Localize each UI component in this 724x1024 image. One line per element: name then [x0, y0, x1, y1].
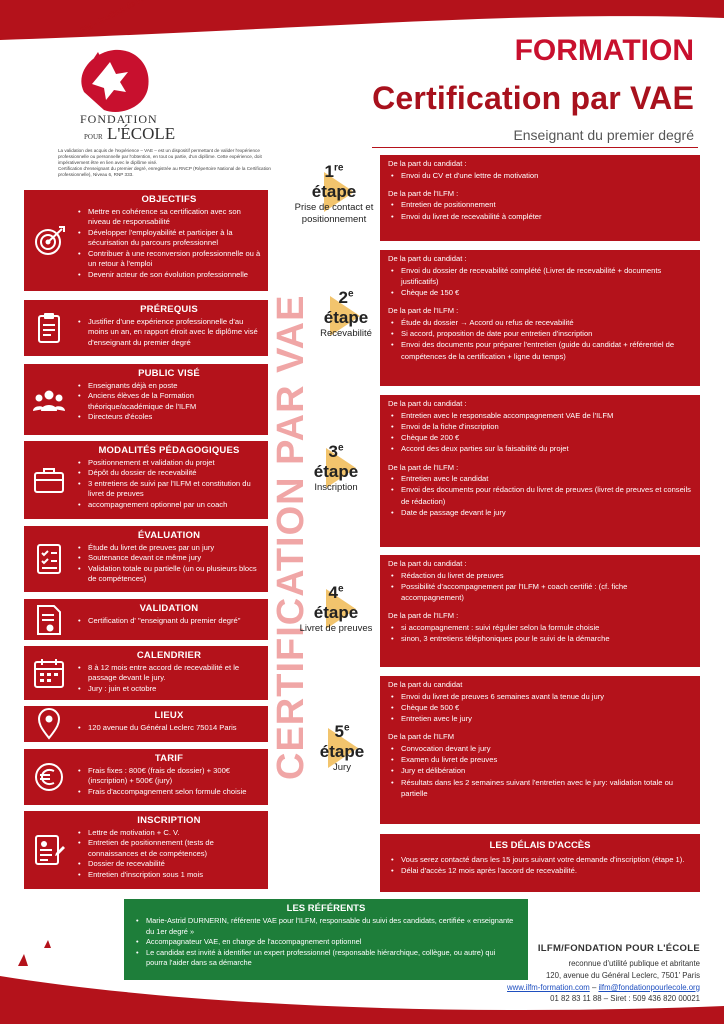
- list-item: • Directeurs d'écoles: [76, 412, 262, 422]
- calendrier-box: [24, 646, 268, 700]
- ilfm-label: De la part de l'ILFM :: [388, 188, 459, 198]
- logo-text-pour: POUR: [84, 133, 103, 141]
- list-item: • Enseignants déjà en poste: [76, 381, 262, 391]
- step-number: 1re: [324, 162, 344, 181]
- logo-text-lecole: L'ÉCOLE: [106, 124, 176, 143]
- list-item: • 120 avenue du Général Leclerc 75014 Paris: [76, 723, 262, 733]
- referents-list: [134, 916, 518, 969]
- list-item: • Certification d' "enseignant du premier degré": [76, 616, 262, 626]
- tarif-list: [76, 766, 262, 797]
- candidate-list: [388, 265, 692, 299]
- ilfm-list: [388, 317, 692, 362]
- referents-title: LES RÉFÉRENTS: [286, 903, 366, 914]
- candidate-list: [388, 170, 692, 181]
- list-item: • Rédaction du livret de preuves: [388, 570, 692, 581]
- logo-text-ecole: [84, 124, 175, 144]
- list-item: • Frais d'accompagnement selon formule choisie: [76, 787, 262, 797]
- list-item: • Dépôt du dossier de recevabilité: [76, 468, 262, 478]
- intro-paragraph-2: Certification d'enseignant du premier degré, enregistrée au RNCP (Répertoire National de la Certification professionnelle), Niveau 6, RNP 333.: [58, 165, 271, 177]
- list-item: • Chèque de 500 €: [388, 702, 692, 713]
- list-item: • Étude du livret de preuves par un jury: [76, 543, 262, 553]
- target-icon: [32, 224, 66, 258]
- objectifs-box: [24, 190, 268, 291]
- tarif-box: [24, 749, 268, 805]
- candidate-label: De la part du candidat :: [388, 399, 467, 408]
- ilfm-list: [388, 622, 692, 644]
- list-item: • Chèque de 200 €: [388, 432, 692, 443]
- inscription-title: INSCRIPTION: [137, 815, 201, 826]
- delais-box: [380, 834, 700, 892]
- validation-title: VALIDATION: [139, 603, 199, 614]
- delais-title: LES DÉLAIS D'ACCÈS: [489, 840, 591, 851]
- list-item: • Envoi du livret de preuves 6 semaines avant la tenue du jury: [388, 691, 692, 702]
- step-number: 3e: [328, 442, 344, 461]
- list-item: • Envoi des documents pour rédaction du livret de preuves (livret de preuves et conseils de rédaction): [388, 484, 692, 506]
- list-item: • Validation totale ou partielle (un ou plusieurs blocs de compétences): [76, 564, 262, 585]
- step-2: [300, 288, 392, 340]
- calendrier-list: [76, 663, 262, 694]
- step-etape: étape: [313, 603, 359, 622]
- public-title: PUBLIC VISÉ: [138, 368, 200, 379]
- list-item: • Si accord, proposition de date pour entretien d'inscription: [388, 328, 692, 339]
- step-5: [296, 722, 388, 774]
- step-5-details: [380, 676, 700, 824]
- footer-org: ILFM/FONDATION POUR L'ÉCOLE: [537, 943, 700, 954]
- validation-list: [76, 616, 262, 626]
- candidate-label: De la part du candidat: [388, 680, 463, 689]
- euro-coin-icon: [32, 760, 66, 794]
- intro-text: [58, 148, 290, 178]
- candidate-label: De la part du candidat :: [388, 254, 467, 263]
- evaluation-box: [24, 526, 268, 592]
- list-item: • Chèque de 150 €: [388, 287, 692, 298]
- step-1: [288, 162, 380, 226]
- clipboard-icon: [32, 311, 66, 345]
- calendar-icon: [32, 656, 66, 690]
- list-item: • si accompagnement : suivi régulier selon la formule choisie: [388, 622, 692, 633]
- public-list: [76, 381, 262, 423]
- list-item: • Envoi du dossier de recevabilité complété (Livret de recevabilité + documents justificatifs): [388, 265, 692, 287]
- step-number: 2e: [338, 288, 354, 307]
- footer-line-2: 120, avenue du Général Leclerc, 7501' Paris: [545, 970, 700, 980]
- step-number: 4e: [328, 583, 344, 602]
- step-etape: étape: [313, 462, 359, 481]
- list-item: • Délai d'accès 12 mois après l'accord de recevabilité.: [388, 865, 692, 876]
- website-link[interactable]: www.ilfm-formation.com: [507, 982, 590, 992]
- list-item: • Entretien de positionnement (tests de connaissances et de compétences): [76, 838, 262, 859]
- checklist-icon: [32, 542, 66, 576]
- email-link[interactable]: ilfm@fondationpourlecole.org: [598, 982, 700, 992]
- lieux-box: [24, 706, 268, 742]
- step-3: [290, 442, 382, 494]
- page-title: FORMATION: [514, 34, 694, 67]
- step-label: Recevabilité: [320, 328, 372, 339]
- step-3-details: [380, 395, 700, 547]
- inscription-list: [76, 828, 262, 880]
- ilfm-list: [388, 473, 692, 518]
- list-item: • 3 entretiens de suivi par l'ILFM et constitution du livret de preuves: [76, 479, 262, 500]
- candidate-list: [388, 570, 692, 604]
- title-divider: [372, 147, 698, 148]
- prerequis-box: [24, 300, 268, 356]
- step-label: Prise de contact et positionnement: [294, 202, 374, 225]
- logo-text-fondation: FONDATION: [80, 112, 158, 126]
- list-item: • Possibilité d'accompagnement par l'ILFM + coach certifié : (cf. fiche accompagnement): [388, 581, 692, 603]
- prerequis-title: PRÉREQUIS: [140, 304, 198, 315]
- people-icon: [32, 383, 66, 417]
- list-item: • Envoi du CV et d'une lettre de motivation: [388, 170, 692, 181]
- evaluation-list: [76, 543, 262, 585]
- list-item: • Lettre de motivation + C. V.: [76, 828, 262, 838]
- list-item: • Jury et délibération: [388, 765, 692, 776]
- list-item: • Frais fixes : 800€ (frais de dossier) + 300€ (inscription) + 500€ (jury): [76, 766, 262, 787]
- step-etape: étape: [319, 742, 365, 761]
- vertical-watermark: CERTIFICATION PAR VAE: [270, 294, 312, 780]
- footer-phone-siret: 01 82 83 11 88 – Siret : 509 436 820 00021: [550, 994, 700, 1004]
- degree-label: Enseignant du premier degré: [513, 127, 694, 143]
- step-number: 5e: [334, 722, 350, 741]
- footer-separator: –: [589, 982, 599, 992]
- list-item: • Le candidat est invité à identifier un expert professionnel (responsable hiérarchique, collègue, ou autre) qui pourra l'aider dans sa démarche: [134, 948, 518, 969]
- list-item: • Envoi des documents pour préparer l'entretien (guide du candidat + référentiel de compétences de la certification + ligne du temps): [388, 339, 692, 361]
- list-item: • Convocation devant le jury: [388, 743, 692, 754]
- footer-links: [507, 982, 700, 994]
- list-item: • Justifier d'une expérience professionnelle d'au moins un an, en rapport étroit avec le diplôme visé d'enseignant du premier degré: [76, 317, 262, 348]
- list-item: • Contribuer à une reconversion professionnelle ou à un retour à l'emploi: [76, 249, 262, 270]
- step-etape: étape: [311, 182, 357, 201]
- list-item: • Entretien de positionnement: [388, 199, 692, 210]
- list-item: • Entretien avec le candidat: [388, 473, 692, 484]
- list-item: • Jury : juin et octobre: [76, 684, 262, 694]
- inscription-box: [24, 811, 268, 889]
- referents-box: [124, 899, 528, 980]
- list-item: • 8 à 12 mois entre accord de recevabilité et le passage devant le jury.: [76, 663, 262, 684]
- step-1-details: [380, 155, 700, 241]
- delais-list: [388, 854, 692, 876]
- list-item: • Envoi de la fiche d'inscription: [388, 421, 692, 432]
- list-item: • Étude du dossier → Accord ou refus de recevabilité: [388, 317, 692, 328]
- list-item: • accompagnement optionnel par un coach: [76, 500, 262, 510]
- step-4: [288, 583, 384, 635]
- list-item: • Accord des deux parties sur la faisabilité du projet: [388, 443, 692, 454]
- footer-line-1: reconnue d'utilité publique et abritante: [568, 959, 700, 969]
- list-item: • Entretien avec le responsable accompagnement VAE de l'ILFM: [388, 410, 692, 421]
- list-item: • Soutenance devant ce même jury: [76, 553, 262, 563]
- step-label: Inscription: [314, 482, 358, 493]
- modalites-box: [24, 441, 268, 519]
- step-2-details: [380, 250, 700, 386]
- ilfm-label: De la part de l'ILFM: [388, 732, 455, 742]
- step-etape: étape: [323, 308, 369, 327]
- registration-form-icon: [32, 833, 66, 867]
- lieux-title: LIEUX: [154, 710, 184, 721]
- candidate-label: De la part du candidat :: [388, 159, 467, 168]
- step-label: Jury: [333, 762, 351, 773]
- list-item: • Entretien avec le jury: [388, 713, 692, 724]
- candidate-list: [388, 410, 692, 455]
- intro-paragraph-1: La validation des acquis de l'expérience – VAE – est un dispositif permettant de valider l'expérience professionnelle ou personnelle par l'obtention, en tout ou partie, d'un diplôme. Cette expérience, doit impérativement être en lien avec le diplôme visé.: [58, 148, 262, 165]
- ilfm-label: De la part de l'ILFM :: [388, 462, 459, 472]
- public-box: [24, 364, 268, 435]
- ilfm-list: [388, 743, 692, 799]
- footer-contact: [507, 942, 700, 1005]
- list-item: • Accompagnateur VAE, en charge de l'accompagnement optionnel: [134, 937, 518, 948]
- step-4-details: [380, 555, 700, 667]
- candidate-label: De la part du candidat :: [388, 559, 467, 568]
- list-item: • Développer l'employabilité et participer à la sécurisation du parcours professionnel: [76, 228, 262, 249]
- list-item: • Vous serez contacté dans les 15 jours suivant votre demande d'inscription (étape 1).: [388, 854, 692, 865]
- lieux-list: [76, 723, 262, 733]
- tarif-title: TARIF: [154, 753, 184, 764]
- evaluation-title: ÉVALUATION: [137, 530, 201, 541]
- list-item: • Examen du livret de preuves: [388, 754, 692, 765]
- candidate-list: [388, 691, 692, 725]
- calendrier-title: CALENDRIER: [136, 650, 202, 661]
- modalites-list: [76, 458, 262, 510]
- page-subtitle: Certification par VAE: [372, 80, 694, 116]
- ilfm-label: De la part de l'ILFM :: [388, 611, 459, 621]
- list-item: • Date de passage devant le jury: [388, 507, 692, 518]
- validation-box: [24, 599, 268, 640]
- list-item: • Devenir acteur de son évolution professionnelle: [76, 270, 262, 280]
- modalites-title: MODALITÉS PÉDAGOGIQUES: [98, 445, 240, 456]
- list-item: • sinon, 3 entretiens téléphoniques pour le suivi de la démarche: [388, 633, 692, 644]
- objectifs-title: OBJECTIFS: [141, 194, 197, 205]
- ilfm-label: De la part de l'ILFM :: [388, 306, 459, 316]
- list-item: • Mettre en cohérence sa certification avec son niveau de responsabilité: [76, 207, 262, 228]
- list-item: • Dossier de recevabilité: [76, 859, 262, 869]
- list-item: • Envoi du livret de recevabilité à compléter: [388, 211, 692, 222]
- briefcase-icon: [32, 463, 66, 497]
- step-label: Livret de preuves: [299, 623, 373, 634]
- ilfm-list: [388, 199, 692, 221]
- objectifs-list: [76, 207, 262, 280]
- prerequis-list: [76, 317, 262, 348]
- list-item: • Entretien d'inscription sous 1 mois: [76, 870, 262, 880]
- list-item: • Anciens élèves de la Formation théorique/académique de l'ILFM: [76, 391, 262, 412]
- location-pin-icon: [32, 707, 66, 741]
- list-item: • Marie-Astrid DURNERIN, référente VAE pour l'ILFM, responsable du suivi des candidats, certifiée « enseignante du 1er degré »: [134, 916, 518, 937]
- list-item: • Résultats dans les 2 semaines suivant l'entretien avec le jury: validation totale ou partielle: [388, 777, 692, 799]
- list-item: • Positionnement et validation du projet: [76, 458, 262, 468]
- certificate-icon: [32, 603, 66, 637]
